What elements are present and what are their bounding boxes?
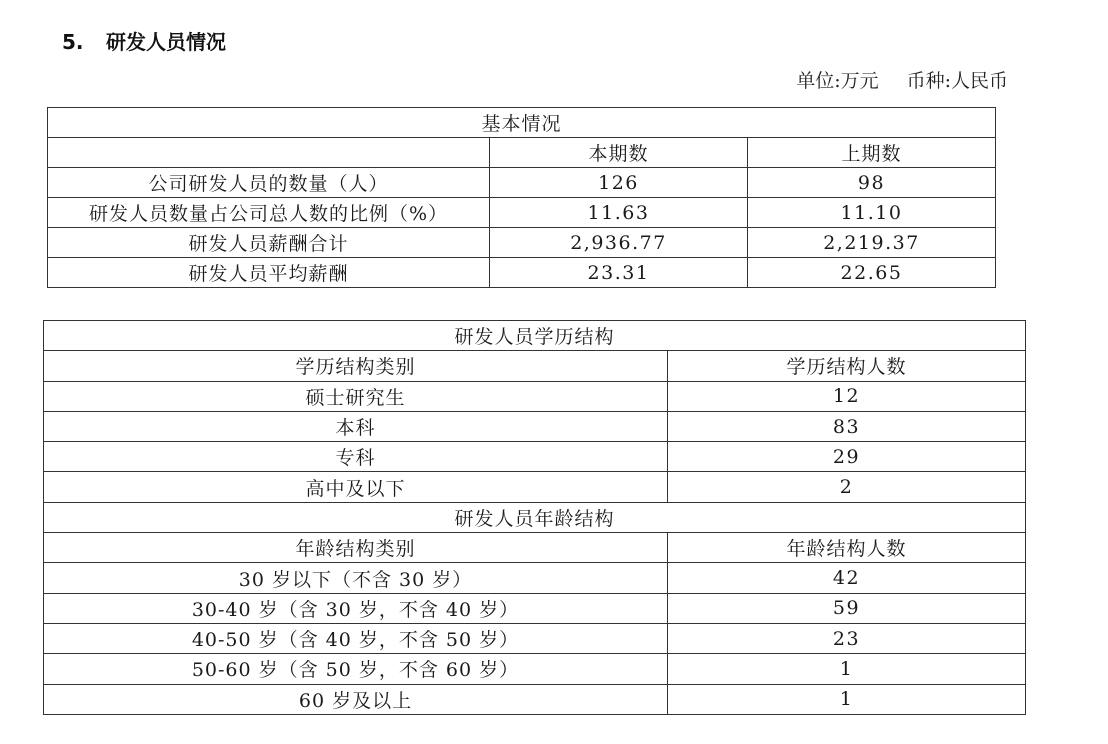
- column-header-category: 学历结构类别: [44, 351, 668, 381]
- education-age-structure-table: [43, 320, 1026, 715]
- row-label: 研发人员数量占公司总人数的比例（%）: [48, 198, 490, 228]
- column-header-previous: 上期数: [748, 138, 996, 168]
- previous-value: 11.10: [748, 198, 996, 228]
- section-title: 研发人员情况: [106, 30, 226, 54]
- row-label: 研发人员薪酬合计: [48, 228, 490, 258]
- table-row: [44, 381, 1026, 411]
- table-row: [44, 623, 1026, 653]
- column-header-count: 学历结构人数: [668, 351, 1026, 381]
- row-label: 50-60 岁（含 50 岁，不含 60 岁）: [44, 654, 668, 684]
- previous-value: 2,219.37: [748, 228, 996, 258]
- row-label: 硕士研究生: [44, 381, 668, 411]
- row-value: 1: [668, 684, 1026, 714]
- table-row: [44, 563, 1026, 593]
- row-label: 研发人员平均薪酬: [48, 258, 490, 288]
- table-header-row: [44, 321, 1026, 351]
- current-value: 126: [490, 168, 748, 198]
- column-header-category: 年龄结构类别: [44, 533, 668, 563]
- column-header-current: 本期数: [490, 138, 748, 168]
- table-row: [48, 228, 996, 258]
- table-row: [44, 654, 1026, 684]
- education-table-title: 研发人员学历结构: [44, 321, 1026, 351]
- unit-currency-line: [796, 66, 1008, 93]
- column-header-row: [48, 138, 996, 168]
- row-label: 40-50 岁（含 40 岁，不含 50 岁）: [44, 623, 668, 653]
- table-row: [44, 411, 1026, 441]
- row-value: 83: [668, 411, 1026, 441]
- basic-situation-table: [47, 107, 996, 288]
- table-row: [44, 442, 1026, 472]
- previous-value: 98: [748, 168, 996, 198]
- table-header-row: [48, 108, 996, 138]
- row-value: 12: [668, 381, 1026, 411]
- row-label: 60 岁及以上: [44, 684, 668, 714]
- row-label: 专科: [44, 442, 668, 472]
- previous-value: 22.65: [748, 258, 996, 288]
- table-row: [48, 168, 996, 198]
- column-header-row: [44, 533, 1026, 563]
- current-value: 11.63: [490, 198, 748, 228]
- row-value: 42: [668, 563, 1026, 593]
- row-label: 公司研发人员的数量（人）: [48, 168, 490, 198]
- row-label: 30-40 岁（含 30 岁，不含 40 岁）: [44, 593, 668, 623]
- current-value: 23.31: [490, 258, 748, 288]
- table-row: [48, 258, 996, 288]
- row-value: 29: [668, 442, 1026, 472]
- currency-label: 币种:人民币: [906, 70, 1008, 92]
- row-value: 2: [668, 472, 1026, 502]
- column-header-empty: [48, 138, 490, 168]
- age-table-title: 研发人员年龄结构: [44, 502, 1026, 532]
- unit-label: 单位:万元: [796, 70, 879, 92]
- section-number: 5.: [62, 30, 84, 54]
- section-heading: [62, 26, 226, 55]
- table-row: [44, 472, 1026, 502]
- column-header-row: [44, 351, 1026, 381]
- row-value: 23: [668, 623, 1026, 653]
- table-row: [44, 684, 1026, 714]
- table-header-row: [44, 502, 1026, 532]
- table-row: [44, 593, 1026, 623]
- row-label: 本科: [44, 411, 668, 441]
- table-row: [48, 198, 996, 228]
- current-value: 2,936.77: [490, 228, 748, 258]
- basic-table-title: 基本情况: [48, 108, 996, 138]
- row-value: 59: [668, 593, 1026, 623]
- row-value: 1: [668, 654, 1026, 684]
- column-header-count: 年龄结构人数: [668, 533, 1026, 563]
- row-label: 30 岁以下（不含 30 岁）: [44, 563, 668, 593]
- row-label: 高中及以下: [44, 472, 668, 502]
